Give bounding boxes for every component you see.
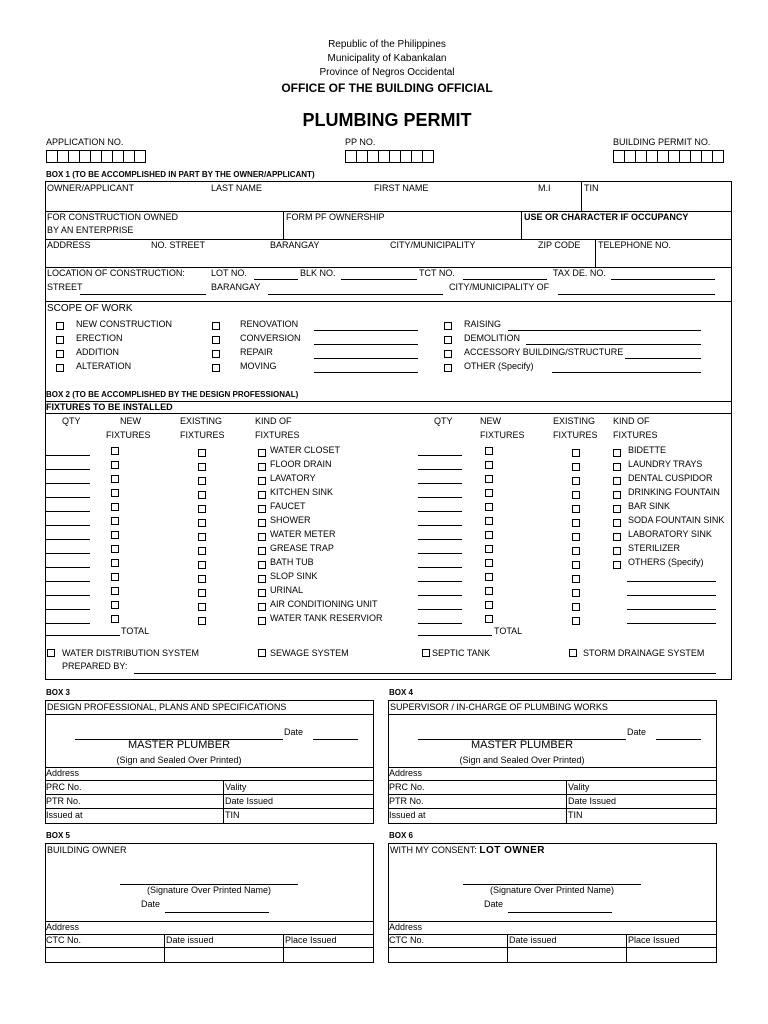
checkbox-existing-fixture-left[interactable] [198,561,206,569]
checkbox-new-fixture-left[interactable] [111,517,119,525]
fixture-label-left: SHOWER [270,515,311,525]
kind-header-right-2: FIXTURES [613,430,658,440]
box3-tin-label: TIN [225,810,240,820]
city-municipality-of-field[interactable] [558,294,715,295]
kind-header-left-1: KIND OF [255,416,292,426]
qty-field-left[interactable] [46,483,90,484]
box3-ptr-label: PTR No. [46,796,81,806]
checkbox-kind-right[interactable] [613,505,621,513]
fixture-label-left: SLOP SINK [270,571,318,581]
fixture-label-right: DENTAL CUSPIDOR [628,473,713,483]
checkbox-new-fixture-right[interactable] [485,461,493,469]
qty-field-right[interactable] [418,595,462,596]
checkbox-kind-left[interactable] [258,463,266,471]
checkbox-new-fixture-right[interactable] [485,517,493,525]
pp-no-field[interactable] [345,150,433,163]
checkbox-kind-left[interactable] [258,519,266,527]
scope-demolition: DEMOLITION [464,333,521,343]
checkbox-new-fixture-left[interactable] [111,587,119,595]
checkbox-moving[interactable] [212,364,220,372]
building-permit-no-label: BUILDING PERMIT NO. [613,137,711,147]
first-name-label: FIRST NAME [374,183,429,193]
kind-header-right-1: KIND OF [613,416,650,426]
qty-field-left[interactable] [46,469,90,470]
scope-new-construction: NEW CONSTRUCTION [76,319,172,329]
qty-field-left[interactable] [46,497,90,498]
checkbox-water-distribution[interactable] [47,649,55,657]
new-header-right-2: FIXTURES [480,430,525,440]
existing-header-left-2: FIXTURES [180,430,225,440]
checkbox-kind-left[interactable] [258,589,266,597]
fixture-label-left: URINAL [270,585,304,595]
tax-dec-no-field[interactable] [611,279,715,280]
checkbox-kind-right[interactable] [613,491,621,499]
box5-place-issued-label: Place Issued [285,935,337,945]
qty-field-right[interactable] [418,525,462,526]
checkbox-new-fixture-right[interactable] [485,545,493,553]
box4-address-label: Address [389,768,423,778]
box6-date-issued-label: Date issued [509,935,557,945]
checkbox-new-fixture-left[interactable] [111,601,119,609]
checkbox-new-fixture-right[interactable] [485,587,493,595]
fixture-label-right: BIDETTE [628,445,667,455]
checkbox-kind-left[interactable] [258,449,266,457]
checkbox-erection[interactable] [56,336,64,344]
fixture-label-right: BAR SINK [628,501,671,511]
box4-issued-at-label: Issued at [389,810,426,820]
checkbox-kind-left[interactable] [258,603,266,611]
box5-date-issued-label: Date issued [166,935,214,945]
fixture-label-right: STERILIZER [628,543,681,553]
barangay2-label: BARANGAY [211,282,261,292]
checkbox-kind-right[interactable] [613,463,621,471]
fixture-label-right: OTHERS (Specify) [628,557,704,567]
checkbox-existing-fixture-right[interactable] [572,589,580,597]
box4-validity-label: Vality [568,782,590,792]
checkbox-addition[interactable] [56,350,64,358]
checkbox-new-fixture-left[interactable] [111,503,119,511]
total-left-label: TOTAL [121,626,150,636]
last-name-label: LAST NAME [211,183,262,193]
checkbox-new-fixture-right[interactable] [485,601,493,609]
checkbox-kind-right[interactable] [613,477,621,485]
box3-validity-label: Vality [225,782,247,792]
checkbox-existing-fixture-right[interactable] [572,617,580,625]
box4-title: SUPERVISOR / IN-CHARGE OF PLUMBING WORKS [390,702,608,712]
checkbox-new-fixture-right[interactable] [485,531,493,539]
checkbox-existing-fixture-left[interactable] [198,519,206,527]
box5-address-label: Address [46,922,80,932]
for-construction-label-2: BY AN ENTERPRISE [47,225,134,235]
checkbox-new-fixture-left[interactable] [111,545,119,553]
checkbox-demolition[interactable] [444,336,452,344]
barangay2-field[interactable] [268,294,443,295]
box3-label: BOX 3 [46,688,71,697]
box5-signature-note: (Signature Over Printed Name) [146,885,272,895]
box3-address-label: Address [46,768,80,778]
checkbox-kind-left[interactable] [258,477,266,485]
qty-field-right[interactable] [418,539,462,540]
checkbox-existing-fixture-left[interactable] [198,547,206,555]
checkbox-kind-left[interactable] [258,505,266,513]
telephone-no-label: TELEPHONE NO. [598,240,672,250]
header-line-municipality: Municipality of Kabankalan [327,53,447,64]
qty-field-right[interactable] [418,469,462,470]
box6-date-field[interactable] [508,912,612,913]
scope-repair: REPAIR [240,347,273,357]
fixture-label-left: FAUCET [270,501,306,511]
checkbox-existing-fixture-left[interactable] [198,603,206,611]
use-or-character-label: USE OR CHARACTER IF OCCUPANCY [524,212,689,222]
fixture-label-left: WATER CLOSET [270,445,341,455]
checkbox-new-fixture-left[interactable] [111,531,119,539]
fixture-label-left: WATER TANK RESERVIOR [270,613,383,623]
scope-alteration: ALTERATION [76,361,132,371]
new-header-left-2: FIXTURES [106,430,151,440]
checkbox-new-fixture-left[interactable] [111,559,119,567]
existing-header-left-1: EXISTING [180,416,223,426]
checkbox-existing-fixture-right[interactable] [572,603,580,611]
box4-date-label: Date [627,727,647,737]
page-title: PLUMBING PERMIT [302,110,472,130]
others-specify-field[interactable] [627,595,716,596]
checkbox-kind-right[interactable] [613,547,621,555]
building-permit-no-field[interactable] [613,150,723,163]
box5-date-field[interactable] [165,912,269,913]
checkbox-new-fixture-right[interactable] [485,615,493,623]
checkbox-existing-fixture-right[interactable] [572,519,580,527]
checkbox-existing-fixture-right[interactable] [572,575,580,583]
no-street-label: NO. STREET [151,240,206,250]
fixture-label-right: LABORATORY SINK [628,529,712,539]
header-office: OFFICE OF THE BUILDING OFFICIAL [281,81,493,95]
checkbox-existing-fixture-left[interactable] [198,463,206,471]
kind-header-left-2: FIXTURES [255,430,300,440]
form-of-ownership-label: FORM PF OWNERSHIP [286,212,385,222]
qty-field-right[interactable] [418,623,462,624]
checkbox-alteration[interactable] [56,364,64,372]
fixtures-title: FIXTURES TO BE INSTALLED [46,402,173,412]
checkbox-existing-fixture-left[interactable] [198,477,206,485]
checkbox-renovation[interactable] [212,322,220,330]
checkbox-new-fixture-left[interactable] [111,461,119,469]
checkbox-existing-fixture-left[interactable] [198,505,206,513]
qty-field-right[interactable] [418,609,462,610]
pp-no-label: PP NO. [345,137,376,147]
checkbox-new-fixture-right[interactable] [485,573,493,581]
box3-date-label: Date [284,727,304,737]
checkbox-kind-right[interactable] [613,533,621,541]
qty-field-left[interactable] [46,455,90,456]
street-field[interactable] [80,294,206,295]
application-no-field[interactable] [46,150,145,163]
box6-signature-note: (Signature Over Printed Name) [489,885,615,895]
header-line-republic: Republic of the Philippines [328,39,446,50]
qty-field-left[interactable] [46,595,90,596]
fixture-label-left: LAVATORY [270,473,316,483]
checkbox-existing-fixture-right[interactable] [572,491,580,499]
checkbox-kind-right[interactable] [613,519,621,527]
qty-field-left[interactable] [46,567,90,568]
checkbox-new-fixture-left[interactable] [111,475,119,483]
qty-field-left[interactable] [46,511,90,512]
new-header-left-1: NEW [120,416,141,426]
qty-field-right[interactable] [418,483,462,484]
qty-field-right[interactable] [418,553,462,554]
checkbox-existing-fixture-left[interactable] [198,575,206,583]
system-water-distribution: WATER DISTRIBUTION SYSTEM [62,648,200,658]
box2-heading: BOX 2 (TO BE ACCOMPLISHED BY THE DESIGN PROFESSIONAL) [46,390,299,399]
qty-field-right[interactable] [418,581,462,582]
box4-label: BOX 4 [389,688,414,697]
checkbox-existing-fixture-right[interactable] [572,449,580,457]
checkbox-kind-left[interactable] [258,547,266,555]
qty-field-right[interactable] [418,497,462,498]
box3-sign-note: (Sign and Sealed Over Printed) [116,755,242,765]
checkbox-new-fixture-left[interactable] [111,573,119,581]
mi-label: M.I [538,183,551,193]
checkbox-existing-fixture-right[interactable] [572,547,580,555]
qty-field-left[interactable] [46,609,90,610]
fixture-label-right: LAUNDRY TRAYS [628,459,703,469]
box5-title-text: BUILDING OWNER [47,845,127,855]
tct-no-field[interactable] [463,279,547,280]
others-specify-field[interactable] [627,609,716,610]
checkbox-new-fixture-right[interactable] [485,447,493,455]
tax-dec-no-label: TAX DE. NO. [553,268,606,278]
box4-prc-label: PRC No. [389,782,425,792]
box3-prc-label: PRC No. [46,782,82,792]
checkbox-new-fixture-right[interactable] [485,503,493,511]
checkbox-existing-fixture-right[interactable] [572,477,580,485]
fixture-label-left: KITCHEN SINK [270,487,334,497]
lot-no-label: LOT NO. [211,268,247,278]
checkbox-existing-fixture-left[interactable] [198,449,206,457]
total-left-field[interactable] [46,635,120,636]
for-construction-label-1: FOR CONSTRUCTION OWNED [47,212,178,222]
scope-of-work-title: SCOPE OF WORK [47,303,133,314]
checkbox-new-construction[interactable] [56,322,64,330]
prepared-by-field[interactable] [134,673,716,674]
box3-issued-at-label: Issued at [46,810,83,820]
checkbox-new-fixture-right[interactable] [485,559,493,567]
location-of-construction-label: LOCATION OF CONSTRUCTION: [47,268,185,278]
tin-label: TIN [584,183,599,193]
checkbox-existing-fixture-left[interactable] [198,491,206,499]
box5-label: BOX 5 [46,831,71,840]
checkbox-other[interactable] [444,364,452,372]
checkbox-storm-drainage[interactable] [569,649,577,657]
checkbox-kind-right[interactable] [613,449,621,457]
system-storm-drainage: STORM DRAINAGE SYSTEM [583,648,705,658]
tct-no-label: TCT NO. [419,268,455,278]
fixture-label-left: GREASE TRAP [270,543,334,553]
box4-sign-note: (Sign and Sealed Over Printed) [459,755,585,765]
box3-date-issued-label: Date Issued [225,796,274,806]
box4-role: MASTER PLUMBER [470,739,574,751]
checkbox-sewage-system[interactable] [258,649,266,657]
box4-ptr-label: PTR No. [389,796,424,806]
checkbox-existing-fixture-left[interactable] [198,589,206,597]
checkbox-new-fixture-left[interactable] [111,615,119,623]
box3-role: MASTER PLUMBER [127,739,231,751]
box6-title-text: WITH MY CONSENT: [390,845,477,855]
system-septic-tank: SEPTIC TANK [432,648,491,658]
checkbox-septic-tank[interactable] [422,649,430,657]
qty-header-right: QTY [434,416,453,426]
checkbox-existing-fixture-right[interactable] [572,505,580,513]
owner-applicant-label: OWNER/APPLICANT [47,183,135,193]
city-municipality-label: CITY/MUNICIPALITY [390,240,476,250]
checkbox-conversion[interactable] [212,336,220,344]
box6-label: BOX 6 [389,831,414,840]
fixture-label-left: FLOOR DRAIN [270,459,332,469]
box3-date-field[interactable] [313,739,358,740]
scope-raising: RAISING [464,319,502,329]
qty-field-left[interactable] [46,539,90,540]
checkbox-kind-left[interactable] [258,491,266,499]
checkbox-kind-left[interactable] [258,533,266,541]
qty-field-left[interactable] [46,525,90,526]
fixture-label-right: SODA FOUNTAIN SINK [628,515,725,525]
application-no-label: APPLICATION NO. [46,137,124,147]
zip-code-label: ZIP CODE [538,240,581,250]
box5-date-label: Date [141,899,161,909]
scope-addition: ADDITION [76,347,120,357]
box2-frame [45,401,732,680]
box6-date-label: Date [484,899,504,909]
checkbox-kind-left[interactable] [258,575,266,583]
checkbox-new-fixture-right[interactable] [485,489,493,497]
box6-title [390,846,545,856]
box6-ctc-label: CTC No. [389,935,425,945]
system-sewage: SEWAGE SYSTEM [270,648,349,658]
scope-conversion: CONVERSION [240,333,301,343]
box6-address-label: Address [389,922,423,932]
checkbox-raising[interactable] [444,322,452,330]
qty-field-right[interactable] [418,567,462,568]
address-label: ADDRESS [47,240,91,250]
blk-no-label: BLK NO. [300,268,336,278]
lot-no-field[interactable] [254,279,298,280]
fixture-label-right: DRINKING FOUNTAIN [628,487,720,497]
checkbox-existing-fixture-left[interactable] [198,533,206,541]
header-line-province: Province of Negros Occidental [319,67,455,78]
others-specify-field[interactable] [627,623,716,624]
box3-title: DESIGN PROFESSIONAL, PLANS AND SPECIFICATIONS [47,702,287,712]
qty-field-right[interactable] [418,511,462,512]
checkbox-new-fixture-right[interactable] [485,475,493,483]
checkbox-existing-fixture-right[interactable] [572,561,580,569]
fixture-label-left: BATH TUB [270,557,314,567]
prepared-by-label: PREPARED BY: [62,661,128,671]
box6-place-issued-label: Place Issued [628,935,680,945]
scope-accessory-building: ACCESSORY BUILDING/STRUCTURE [464,347,624,357]
new-header-right-1: NEW [480,416,501,426]
checkbox-existing-fixture-right[interactable] [572,463,580,471]
checkbox-existing-fixture-right[interactable] [572,533,580,541]
city-municipality-of-label: CITY/MUNICIPALITY OF [449,282,550,292]
checkbox-repair[interactable] [212,350,220,358]
total-right-field[interactable] [418,635,492,636]
street-label: STREET [47,282,83,292]
barangay-label: BARANGAY [270,240,320,250]
box4-date-field[interactable] [656,739,701,740]
scope-erection: ERECTION [76,333,123,343]
fixture-label-left: AIR CONDITIONING UNIT [270,599,378,609]
box6-title-bold: LOT OWNER [479,845,545,856]
checkbox-kind-right[interactable] [613,561,621,569]
checkbox-new-fixture-left[interactable] [111,489,119,497]
qty-field-left[interactable] [46,623,90,624]
qty-field-left[interactable] [46,581,90,582]
box5-title [47,846,127,855]
others-specify-field[interactable] [627,581,716,582]
checkbox-existing-fixture-left[interactable] [198,617,206,625]
existing-header-right-2: FIXTURES [553,430,598,440]
qty-field-left[interactable] [46,553,90,554]
qty-field-right[interactable] [418,455,462,456]
scope-moving: MOVING [240,361,277,371]
box6-frame [388,843,717,963]
checkbox-accessory-building[interactable] [444,350,452,358]
box5-ctc-label: CTC No. [46,935,82,945]
checkbox-new-fixture-left[interactable] [111,447,119,455]
scope-renovation: RENOVATION [240,319,299,329]
scope-other: OTHER (Specify) [464,361,534,371]
qty-header-left: QTY [62,416,81,426]
box4-date-issued-label: Date Issued [568,796,617,806]
total-right-label: TOTAL [494,626,523,636]
box1-heading: BOX 1 (TO BE ACCOMPLISHED IN PART BY THE OWNER/APPLICANT) [46,170,315,179]
box4-tin-label: TIN [568,810,583,820]
blk-no-field[interactable] [341,279,417,280]
box5-frame [45,843,374,963]
checkbox-kind-left[interactable] [258,561,266,569]
existing-header-right-1: EXISTING [553,416,596,426]
checkbox-kind-left[interactable] [258,617,266,625]
fixture-label-left: WATER METER [270,529,336,539]
